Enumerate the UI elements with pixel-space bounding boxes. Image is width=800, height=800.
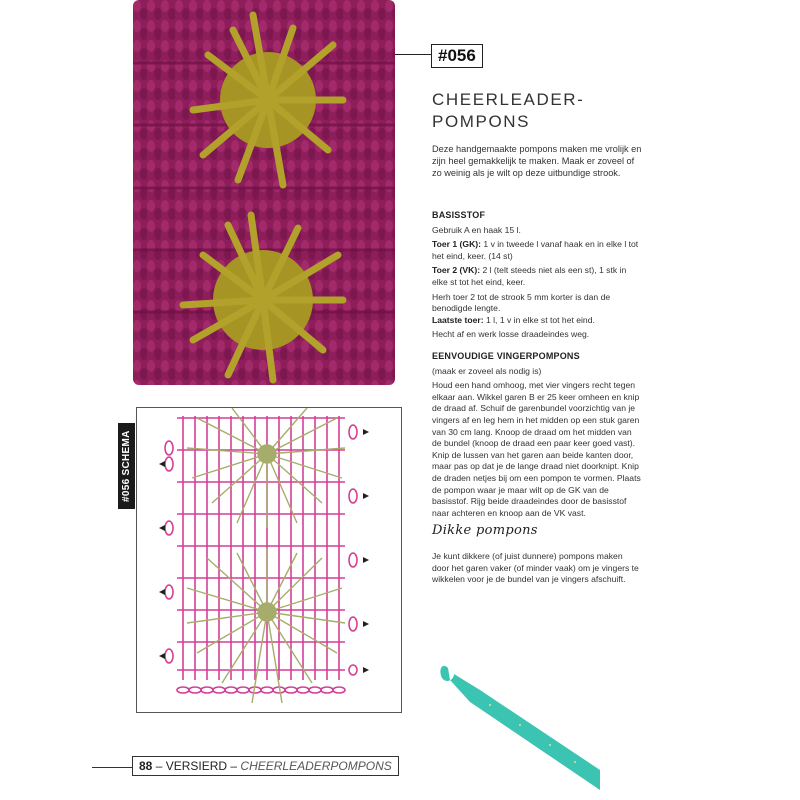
instruction: Gebruik A en haak 15 l. [432,224,521,235]
pattern-number-badge: #056 [431,44,483,68]
crochet-hook-image [420,650,600,800]
tip-body: Je kunt dikkere (of juist dunnere) pompons maken door het garen vaker (of minder vaak) om je vingers te wikkelen voor je de bundel van je vingers afschuift. [432,551,639,585]
instruction-row-1: Toer 1 (GK): 1 v in tweede l vanaf haak en in elke l tot het eind, keer. (14 st) [432,239,639,261]
instruction-finish: Hecht af en werk losse draadeindes weg. [432,329,590,340]
crochet-chart-diagram [136,407,402,713]
section-vingerpompons [432,351,642,522]
section-basisstof [432,210,642,344]
leader-line [395,54,431,55]
chart-pompon-bottom [187,548,345,703]
section-body: Houd een hand omhoog, met vier vingers recht tegen elkaar aan. Wikkel garen B er 25 keer omheen en knip de draad af. Schuif de garenbundel voorzichtig van je vingers af en leg hem in het midden op een stuk garen van 30 cm lang. Knoop de draad om het midden van de bundel (knoop de draad een paar keer goed vast). Knip de lussen van het garen aan beide kanten door, maar pas op dat je de lange draad niet doorknipt. Knip de draden netjes bij om een pompon te vormen. Plaats de pompon waar je maar wilt op de GK van de basisstof. Rijg beide draadeindes door de basisstof naar achteren en knoop aan de VK vast. [432,380,641,518]
chapter-name: CHEERLEADERPOMPONS [240,759,392,773]
section-name: VERSIERD [165,759,228,773]
chart-pompon-top [187,408,345,528]
tip-heading: Dikke pompons [432,523,538,538]
schema-tab-label: #056 SCHEMA [118,423,135,509]
section-heading: EENVOUDIGE VINGERPOMPONS [432,351,580,361]
page-footer: 88 – VERSIERD – CHEERLEADERPOMPONS [132,756,399,776]
instruction-last-row: Laatste toer: 1 l, 1 v in elke st tot het eind. [432,314,595,325]
instruction-repeat: Herh toer 2 tot de strook 5 mm korter is dan de benodigde lengte. [432,291,611,314]
page-number: 88 [139,759,153,773]
title-line-1: CHEERLEADER- [432,90,585,109]
section-subtitle: (maak er zoveel als nodig is) [432,365,542,376]
section-heading: BASISSTOF [432,210,486,220]
instruction-row-2: Toer 2 (VK): 2 l (telt steeds niet als een st), 1 stk in elke st tot het eind, keer. [432,265,627,287]
intro-paragraph: Deze handgemaakte pompons maken me vrolijk en zijn heel gemakkelijk te maken. Maak er zoveel of zo weinig als je wilt op deze uitbundige strook. [432,144,642,179]
product-photo-crochet-strip [133,0,395,385]
pattern-title [432,89,584,133]
footer-leader-line [92,767,132,768]
title-line-2: POMPONS [432,112,531,131]
